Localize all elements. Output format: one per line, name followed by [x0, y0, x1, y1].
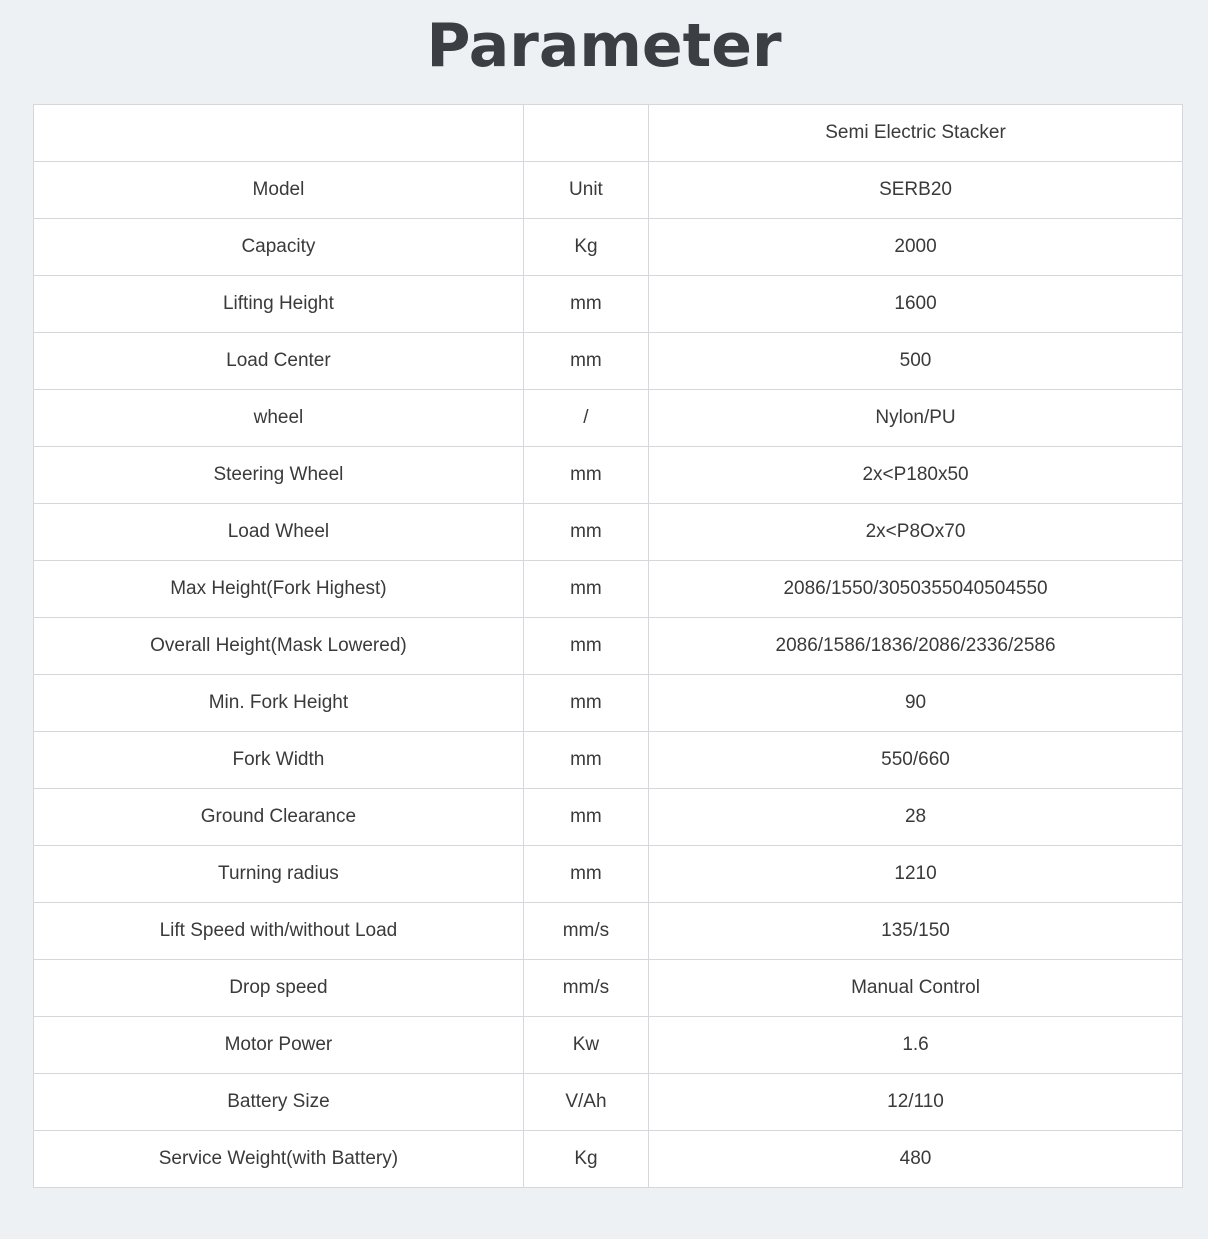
value-cell: 90 [649, 675, 1183, 732]
header-cell-unit [523, 105, 648, 162]
parameter-name-cell: Overall Height(Mask Lowered) [34, 618, 524, 675]
table-row [34, 903, 1183, 960]
parameter-name-cell: Drop speed [34, 960, 524, 1017]
unit-cell: mm [523, 789, 648, 846]
unit-cell: Kg [523, 219, 648, 276]
unit-cell: mm/s [523, 903, 648, 960]
table-row [34, 789, 1183, 846]
unit-cell: Unit [523, 162, 648, 219]
table-row [34, 960, 1183, 1017]
table-row [34, 1017, 1183, 1074]
parameter-name-cell: Lifting Height [34, 276, 524, 333]
value-cell: 2086/1586/1836/2086/2336/2586 [649, 618, 1183, 675]
parameter-name-cell: Max Height(Fork Highest) [34, 561, 524, 618]
unit-cell: mm [523, 846, 648, 903]
header-cell-parameter [34, 105, 524, 162]
table-row [34, 675, 1183, 732]
value-cell: SERB20 [649, 162, 1183, 219]
value-cell: 2000 [649, 219, 1183, 276]
value-cell: 135/150 [649, 903, 1183, 960]
unit-cell: mm [523, 504, 648, 561]
header-cell-product: Semi Electric Stacker [649, 105, 1183, 162]
value-cell: 28 [649, 789, 1183, 846]
value-cell: 2x<P8Ox70 [649, 504, 1183, 561]
page-title: Parameter [426, 11, 782, 81]
parameter-name-cell: Service Weight(with Battery) [34, 1131, 524, 1188]
unit-cell: / [523, 390, 648, 447]
value-cell: 480 [649, 1131, 1183, 1188]
value-cell: 1210 [649, 846, 1183, 903]
parameter-name-cell: Steering Wheel [34, 447, 524, 504]
table-row [34, 561, 1183, 618]
parameter-name-cell: Load Center [34, 333, 524, 390]
table-row [34, 276, 1183, 333]
value-cell: 2086/1550/3050355040504550 [649, 561, 1183, 618]
value-cell: 500 [649, 333, 1183, 390]
unit-cell: mm/s [523, 960, 648, 1017]
parameter-name-cell: Motor Power [34, 1017, 524, 1074]
parameter-name-cell: Ground Clearance [34, 789, 524, 846]
table-row [34, 1074, 1183, 1131]
parameter-name-cell: Min. Fork Height [34, 675, 524, 732]
parameter-name-cell: Capacity [34, 219, 524, 276]
table-row [34, 219, 1183, 276]
table-row [34, 1131, 1183, 1188]
unit-cell: Kg [523, 1131, 648, 1188]
parameter-name-cell: Fork Width [34, 732, 524, 789]
table-row [34, 333, 1183, 390]
unit-cell: mm [523, 561, 648, 618]
unit-cell: mm [523, 675, 648, 732]
table-row [34, 162, 1183, 219]
table-row [34, 846, 1183, 903]
value-cell: 2x<P180x50 [649, 447, 1183, 504]
parameter-name-cell: wheel [34, 390, 524, 447]
unit-cell: mm [523, 276, 648, 333]
table-row [34, 390, 1183, 447]
parameter-name-cell: Lift Speed with/without Load [34, 903, 524, 960]
table-row [34, 447, 1183, 504]
table-row [34, 504, 1183, 561]
value-cell: 12/110 [649, 1074, 1183, 1131]
parameter-name-cell: Load Wheel [34, 504, 524, 561]
value-cell: 1.6 [649, 1017, 1183, 1074]
table-header-row [34, 105, 1183, 162]
parameter-name-cell: Model [34, 162, 524, 219]
unit-cell: mm [523, 732, 648, 789]
parameter-table-body [34, 105, 1183, 1188]
value-cell: Manual Control [649, 960, 1183, 1017]
value-cell: 550/660 [649, 732, 1183, 789]
parameter-name-cell: Battery Size [34, 1074, 524, 1131]
parameter-name-cell: Turning radius [34, 846, 524, 903]
unit-cell: mm [523, 333, 648, 390]
table-row [34, 618, 1183, 675]
unit-cell: mm [523, 618, 648, 675]
unit-cell: Kw [523, 1017, 648, 1074]
table-row [34, 732, 1183, 789]
value-cell: Nylon/PU [649, 390, 1183, 447]
unit-cell: mm [523, 447, 648, 504]
unit-cell: V/Ah [523, 1074, 648, 1131]
parameter-table [33, 104, 1183, 1188]
value-cell: 1600 [649, 276, 1183, 333]
